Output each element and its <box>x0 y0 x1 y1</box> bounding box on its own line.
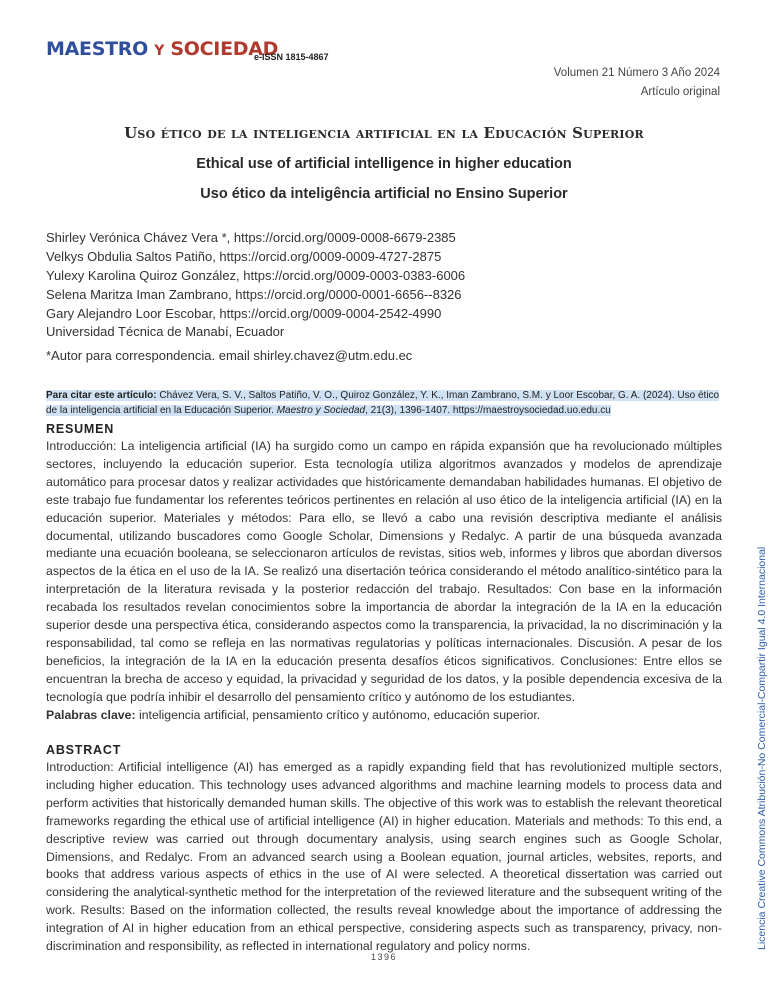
resumen-body <box>46 438 722 725</box>
page-number: 1396 <box>370 952 398 962</box>
keywords-label: Palabras clave: <box>46 707 136 722</box>
citation-box <box>46 388 722 418</box>
citation-text <box>46 390 719 416</box>
citation-link[interactable]: , 21(3), 1396-1407. https://maestroysociedad.uo.edu.cu <box>365 405 611 416</box>
journal-logo: MAESTRO Y SOCIEDAD <box>46 38 279 60</box>
abstract-heading: ABSTRACT <box>46 743 122 757</box>
author-item: Gary Alejandro Loor Escobar, https://orcid.org/0009-0004-2542-4990 <box>46 306 442 321</box>
journal-header <box>46 38 329 68</box>
author-item: Selena Maritza Iman Zambrano, https://orcid.org/0000-0001-6656--8326 <box>46 287 462 302</box>
title-en: Ethical use of artificial intelligence in higher education <box>196 156 572 172</box>
citation-label: Para citar este artículo: <box>46 390 157 401</box>
keywords-text: inteligencia artificial, pensamiento crítico y autónomo, educación superior. <box>135 707 541 722</box>
resumen-heading: RESUMEN <box>46 422 115 436</box>
article-type: Artículo original <box>640 86 720 98</box>
author-list <box>46 228 465 323</box>
author-item: Velkys Obdulia Saltos Patiño, https://orcid.org/0009-0009-4727-2875 <box>46 249 442 264</box>
citation-journal: Maestro y Sociedad <box>276 405 366 416</box>
title-es: Uso ético de la inteligencia artificial en la Educación Superior <box>124 124 644 142</box>
correspondence: *Autor para correspondencia. email shirley.chavez@utm.edu.ec <box>46 348 413 363</box>
issue-meta <box>554 64 720 102</box>
volume-info: Volumen 21 Número 3 Año 2024 <box>553 67 720 79</box>
title-pt: Uso ético da inteligência artificial no Ensino Superior <box>200 186 568 202</box>
author-item: Shirley Verónica Chávez Vera *, https://orcid.org/0009-0008-6679-2385 <box>46 230 456 245</box>
resumen-text: Introducción: La inteligencia artificial (IA) ha surgido como un campo en rápida expansión que ha revolucionado múltiples sectores, incluyendo la educación superior. Esta tecnología utiliza algoritmos avanzados y modelos de aprendizaje automático para procesar datos y realizar actividades que históricamente demandaban habilidades humanas. El objetivo de este trabajo fue fundamentar los referentes teóricos pertinentes en relación al uso ético de la inteligencia artificial (IA) en la educación superior. Materiales y métodos: Para ello, se llevó a cabo una revisión descriptiva mediante el análisis documental, utilizando buscadores como Google Scholar, Dimensions y Redalyc. A partir de una búsqueda avanzada mediante una ecuación booleana, se seleccionaron artículos de revistas, sitios web, informes y libros que abordan diversos aspectos de la ética en el uso de la IA. Se realizó una disertación teórica considerando el método analítico-sintético para la interpretación de la literatura revisada y la posterior redacción del trabajo. Resultados: Con base en la información recabada los resultados revelan conocimientos sobre la importancia de abordar la integración de la IA en la educación superior desde una perspectiva ética, considerando aspectos como la transparencia, la privacidad, la no discriminación y la responsabilidad, tal como se refleja en las normativas regulatorias y políticas internacionales. Discusión. A pesar de los beneficios, la integración de la IA en la educación presenta desafíos éticos significativos. Conclusiones: Entre ellos se encuentran la brecha de acceso y equidad, la privacidad y seguridad de los datos, y la posible dependencia excesiva de la tecnología que podría inhibir el desarrollo del pensamiento crítico y autónomo de los estudiantes. <box>46 439 722 704</box>
affiliation: Universidad Técnica de Manabí, Ecuador <box>46 324 285 339</box>
issn: e-ISSN 1815-4867 <box>254 52 329 62</box>
license-link[interactable]: Licencia Creative Commons Atribución-No Comercial-Compartir Igual 4.0 Internacional <box>756 546 768 950</box>
citation-authors: Chávez Vera, S. V., Saltos Patiño, V. O., Quiroz González, Y. K., Iman Zambrano, S.M. y Loor Escobar, G. A. (2024). Uso ético de la inteligencia artificial en la Educación Superior. <box>46 390 720 416</box>
author-item: Yulexy Karolina Quiroz González, https://orcid.org/0009-0003-0383-6006 <box>46 268 466 283</box>
abstract-body: Introduction: Artificial intelligence (AI) has emerged as a rapidly expanding field that has revolutionized multiple sectors, including higher education. This technology uses advanced algorithms and machine learning models to process data and perform activities that historically demanded human skills. The objective of this work was to establish the relevant theoretical frameworks regarding the ethical use of artificial intelligence (AI) in higher education. Materials and methods: To this end, a descriptive review was carried out through documentary analysis, using search engines such as Google Scholar, Dimensions, and Redalyc. From an advanced search using a Boolean equation, journal articles, websites, reports, and books that address various aspects of ethics in the use of AI were selected. A theoretical dissertation was carried out considering the analytical-synthetic method for the interpretation of the reviewed literature and the subsequent writing of the work. Results: Based on the information collected, the results reveal knowledge about the importance of addressing the integration of AI in higher education from an ethical perspective, considering aspects such as transparency, privacy, non-discrimination and responsibility, as reflected in international regulatory and policy norms. <box>46 760 722 954</box>
